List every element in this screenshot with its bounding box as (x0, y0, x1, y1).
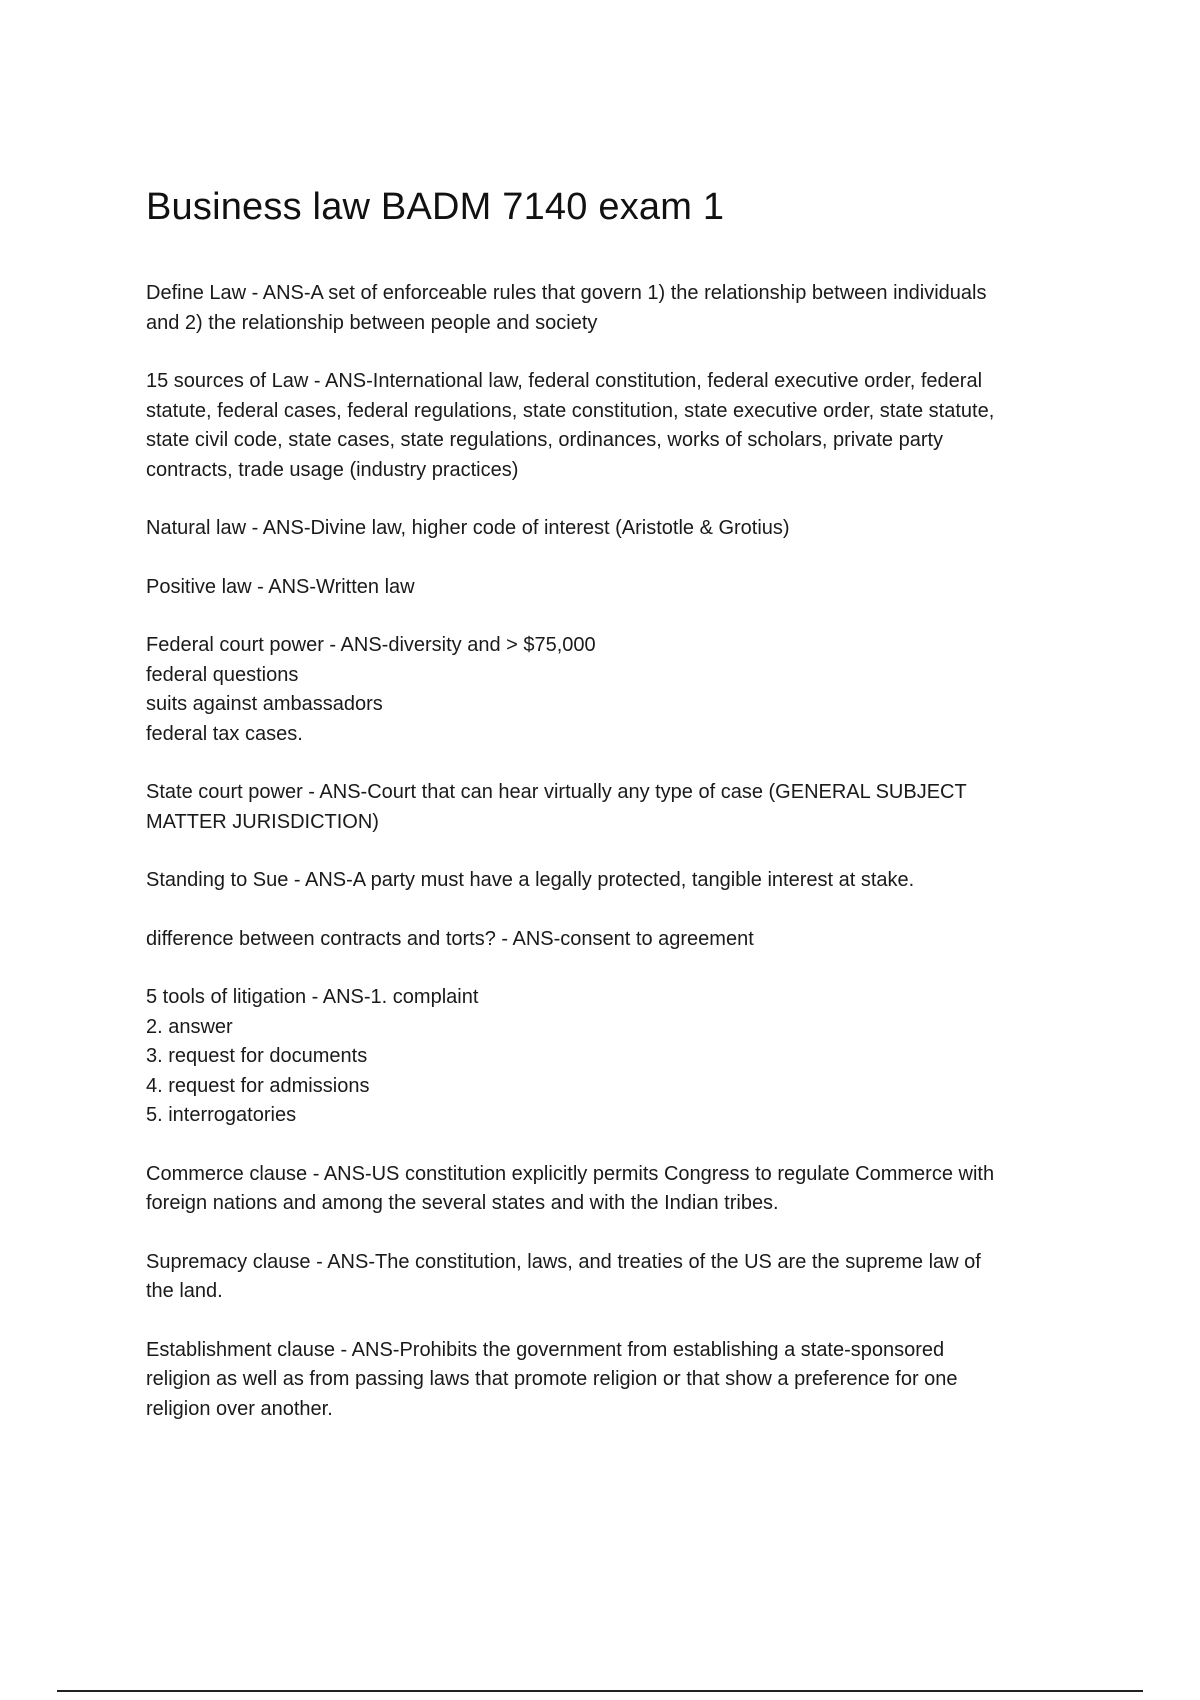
flashcard-line: Natural law - ANS-Divine law, higher code of interest (Aristotle & Grotius) (146, 517, 790, 539)
flashcard-line: religion as well as from passing laws that promote religion or that show a preference for one (146, 1368, 958, 1390)
flashcard-line: Establishment clause - ANS-Prohibits the government from establishing a state-sponsored (146, 1338, 945, 1361)
flashcard-line: 15 sources of Law - ANS-International law, federal constitution, federal executive order, federal (146, 370, 983, 392)
flashcard-line: Define Law - ANS-A set of enforceable rules that govern 1) the relationship between individuals (146, 282, 987, 304)
flashcard-entry (146, 983, 1096, 1131)
document-title: Business law BADM 7140 exam 1 (146, 186, 725, 228)
flashcard-line: 3. request for documents (146, 1045, 368, 1067)
flashcard-line: MATTER JURISDICTION) (146, 810, 379, 833)
flashcard-entry (146, 925, 1096, 955)
flashcard-entry (146, 1248, 1096, 1307)
flashcard-line: and 2) the relationship between people and society (146, 311, 598, 334)
flashcard-entry (146, 367, 1096, 485)
flashcard-line: 5. interrogatories (146, 1104, 297, 1126)
flashcard-list (146, 279, 1096, 1453)
flashcard-line: 2. answer (146, 1015, 233, 1038)
flashcard-entry (146, 778, 1096, 837)
flashcard-line: Positive law - ANS-Written law (146, 575, 415, 598)
flashcard-entry (146, 514, 1096, 544)
flashcard-entry (146, 1160, 1096, 1219)
flashcard-line: contracts, trade usage (industry practices) (146, 458, 519, 481)
flashcard-line: 5 tools of litigation - ANS-1. complaint (146, 986, 479, 1008)
flashcard-line: religion over another. (146, 1397, 333, 1420)
flashcard-line: state civil code, state cases, state regulations, ordinances, works of scholars, private party (146, 429, 944, 451)
flashcard-line: State court power - ANS-Court that can hear virtually any type of case (GENERAL SUBJECT (146, 781, 967, 803)
flashcard-entry (146, 573, 1096, 603)
footer-divider (57, 1690, 1143, 1692)
flashcard-line: federal questions (146, 663, 299, 686)
flashcard-line: 4. request for admissions (146, 1074, 370, 1097)
flashcard-entry (146, 631, 1096, 749)
flashcard-line: Standing to Sue - ANS-A party must have a legally protected, tangible interest at stake. (146, 869, 915, 891)
flashcard-entry (146, 279, 1096, 338)
flashcard-line: statute, federal cases, federal regulations, state constitution, state executive order, state statute, (146, 399, 995, 422)
flashcard-line: the land. (146, 1280, 223, 1302)
flashcard-line: federal tax cases. (146, 722, 303, 745)
flashcard-line: foreign nations and among the several states and with the Indian tribes. (146, 1192, 779, 1214)
flashcard-line: difference between contracts and torts? - ANS-consent to agreement (146, 927, 754, 950)
flashcard-line: Supremacy clause - ANS-The constitution, laws, and treaties of the US are the supreme law of (146, 1250, 981, 1273)
flashcard-line: Federal court power - ANS-diversity and > $75,000 (146, 634, 596, 656)
flashcard-entry (146, 866, 1096, 896)
flashcard-line: Commerce clause - ANS-US constitution explicitly permits Congress to regulate Commerce with (146, 1162, 995, 1185)
flashcard-line: suits against ambassadors (146, 693, 383, 715)
flashcard-entry (146, 1336, 1096, 1425)
